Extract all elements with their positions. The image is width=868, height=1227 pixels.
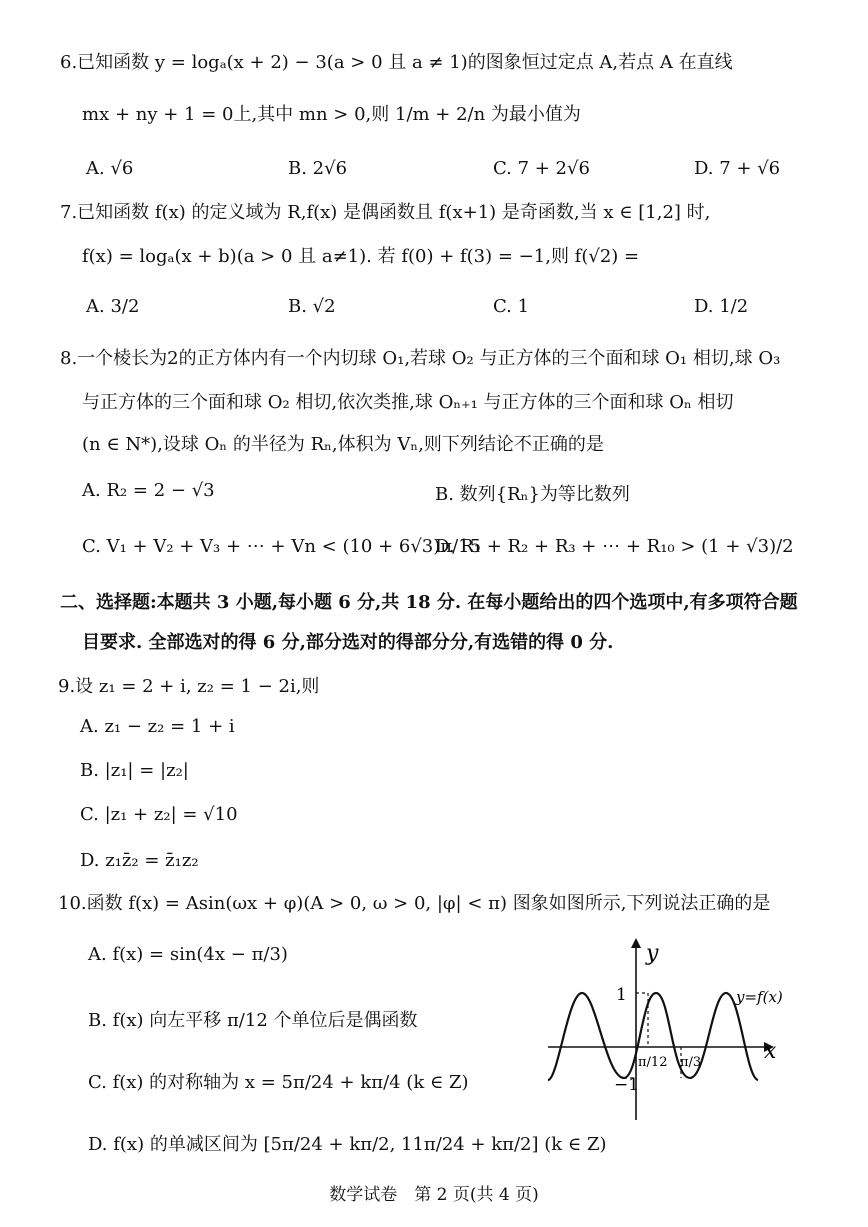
q6-stem-line1: 6.已知函数 y = logₐ(x + 2) − 3(a > 0 且 a ≠ 1)的图象恒过定点 A,若点 A 在直线	[60, 52, 733, 73]
q7-option-d: D. 1/2	[694, 296, 749, 317]
section2-heading-line1: 二、选择题:本题共 3 小题,每小题 6 分,共 18 分. 在每小题给出的四个选项中,有多项符合题	[60, 592, 798, 613]
q6-stem-line2: mx + ny + 1 = 0上,其中 mn > 0,则 1/m + 2/n 为最小值为	[82, 104, 581, 125]
q10-option-c: C. f(x) 的对称轴为 x = 5π/24 + kπ/4 (k ∈ Z)	[88, 1072, 469, 1093]
q10-graph	[540, 930, 810, 1130]
q8-option-a: A. R₂ = 2 − √3	[82, 480, 215, 501]
q9-option-b: B. |z₁| = |z₂|	[80, 760, 189, 781]
q9-stem: 9.设 z₁ = 2 + i, z₂ = 1 − 2i,则	[58, 676, 320, 697]
q10-option-d: D. f(x) 的单减区间为 [5π/24 + kπ/2, 11π/24 + kπ/2] (k ∈ Z)	[88, 1134, 607, 1155]
q8-option-d: D. R₁ + R₂ + R₃ + ⋯ + R₁₀ > (1 + √3)/2	[435, 536, 794, 557]
q7-stem-line1: 7.已知函数 f(x) 的定义域为 R,f(x) 是偶函数且 f(x+1) 是奇函数,当 x ∈ [1,2] 时,	[60, 202, 711, 223]
q8-option-b: B. 数列{Rₙ}为等比数列	[435, 484, 630, 505]
q6-option-c: C. 7 + 2√6	[493, 158, 590, 179]
q9-option-d: D. z₁z̄₂ = z̄₁z₂	[80, 850, 199, 871]
q9-option-a: A. z₁ − z₂ = 1 + i	[80, 716, 235, 737]
q6-option-b: B. 2√6	[288, 158, 348, 179]
graph-y-arrow-icon	[631, 938, 641, 948]
graph-tick1-label: π/12	[638, 1055, 668, 1070]
q7-option-a: A. 3/2	[86, 296, 140, 317]
q7-option-c: C. 1	[493, 296, 530, 317]
q8-option-c: C. V₁ + V₂ + V₃ + ⋯ + Vn < (10 + 6√3)π/15	[82, 536, 482, 557]
q7-option-b: B. √2	[288, 296, 336, 317]
q10-stem: 10.函数 f(x) = Asin(ωx + φ)(A > 0, ω > 0, |φ| < π) 图象如图所示,下列说法正确的是	[58, 893, 771, 914]
q8-stem-line1: 8.一个棱长为2的正方体内有一个内切球 O₁,若球 O₂ 与正方体的三个面和球 O₁ 相切,球 O₃	[60, 348, 781, 369]
q7-stem-line2: f(x) = logₐ(x + b)(a > 0 且 a≠1). 若 f(0) + f(3) = −1,则 f(√2) =	[82, 246, 640, 267]
q6-option-d: D. 7 + √6	[694, 158, 781, 179]
graph-top-label: 1	[616, 985, 627, 1005]
graph-y-label: y	[646, 941, 659, 966]
graph-bottom-label: −1	[614, 1075, 640, 1095]
q8-stem-line2: 与正方体的三个面和球 O₂ 相切,依次类推,球 Oₙ₊₁ 与正方体的三个面和球 Oₙ 相切	[82, 392, 734, 413]
graph-curve-label: y=f(x)	[736, 988, 783, 1006]
q10-option-b: B. f(x) 向左平移 π/12 个单位后是偶函数	[88, 1010, 418, 1031]
page-footer: 数学试卷 第 2 页(共 4 页)	[329, 1185, 539, 1205]
graph-x-label: x	[764, 1039, 777, 1064]
q8-stem-line3: (n ∈ N*),设球 Oₙ 的半径为 Rₙ,体积为 Vₙ,则下列结论不正确的是	[82, 434, 604, 455]
graph-tick2-label: π/3	[680, 1055, 702, 1070]
q6-option-a: A. √6	[86, 158, 134, 179]
section2-heading-line2: 目要求. 全部选对的得 6 分,部分选对的得部分分,有选错的得 0 分.	[82, 632, 614, 653]
q9-option-c: C. |z₁ + z₂| = √10	[80, 804, 238, 825]
q10-option-a: A. f(x) = sin(4x − π/3)	[88, 944, 288, 965]
